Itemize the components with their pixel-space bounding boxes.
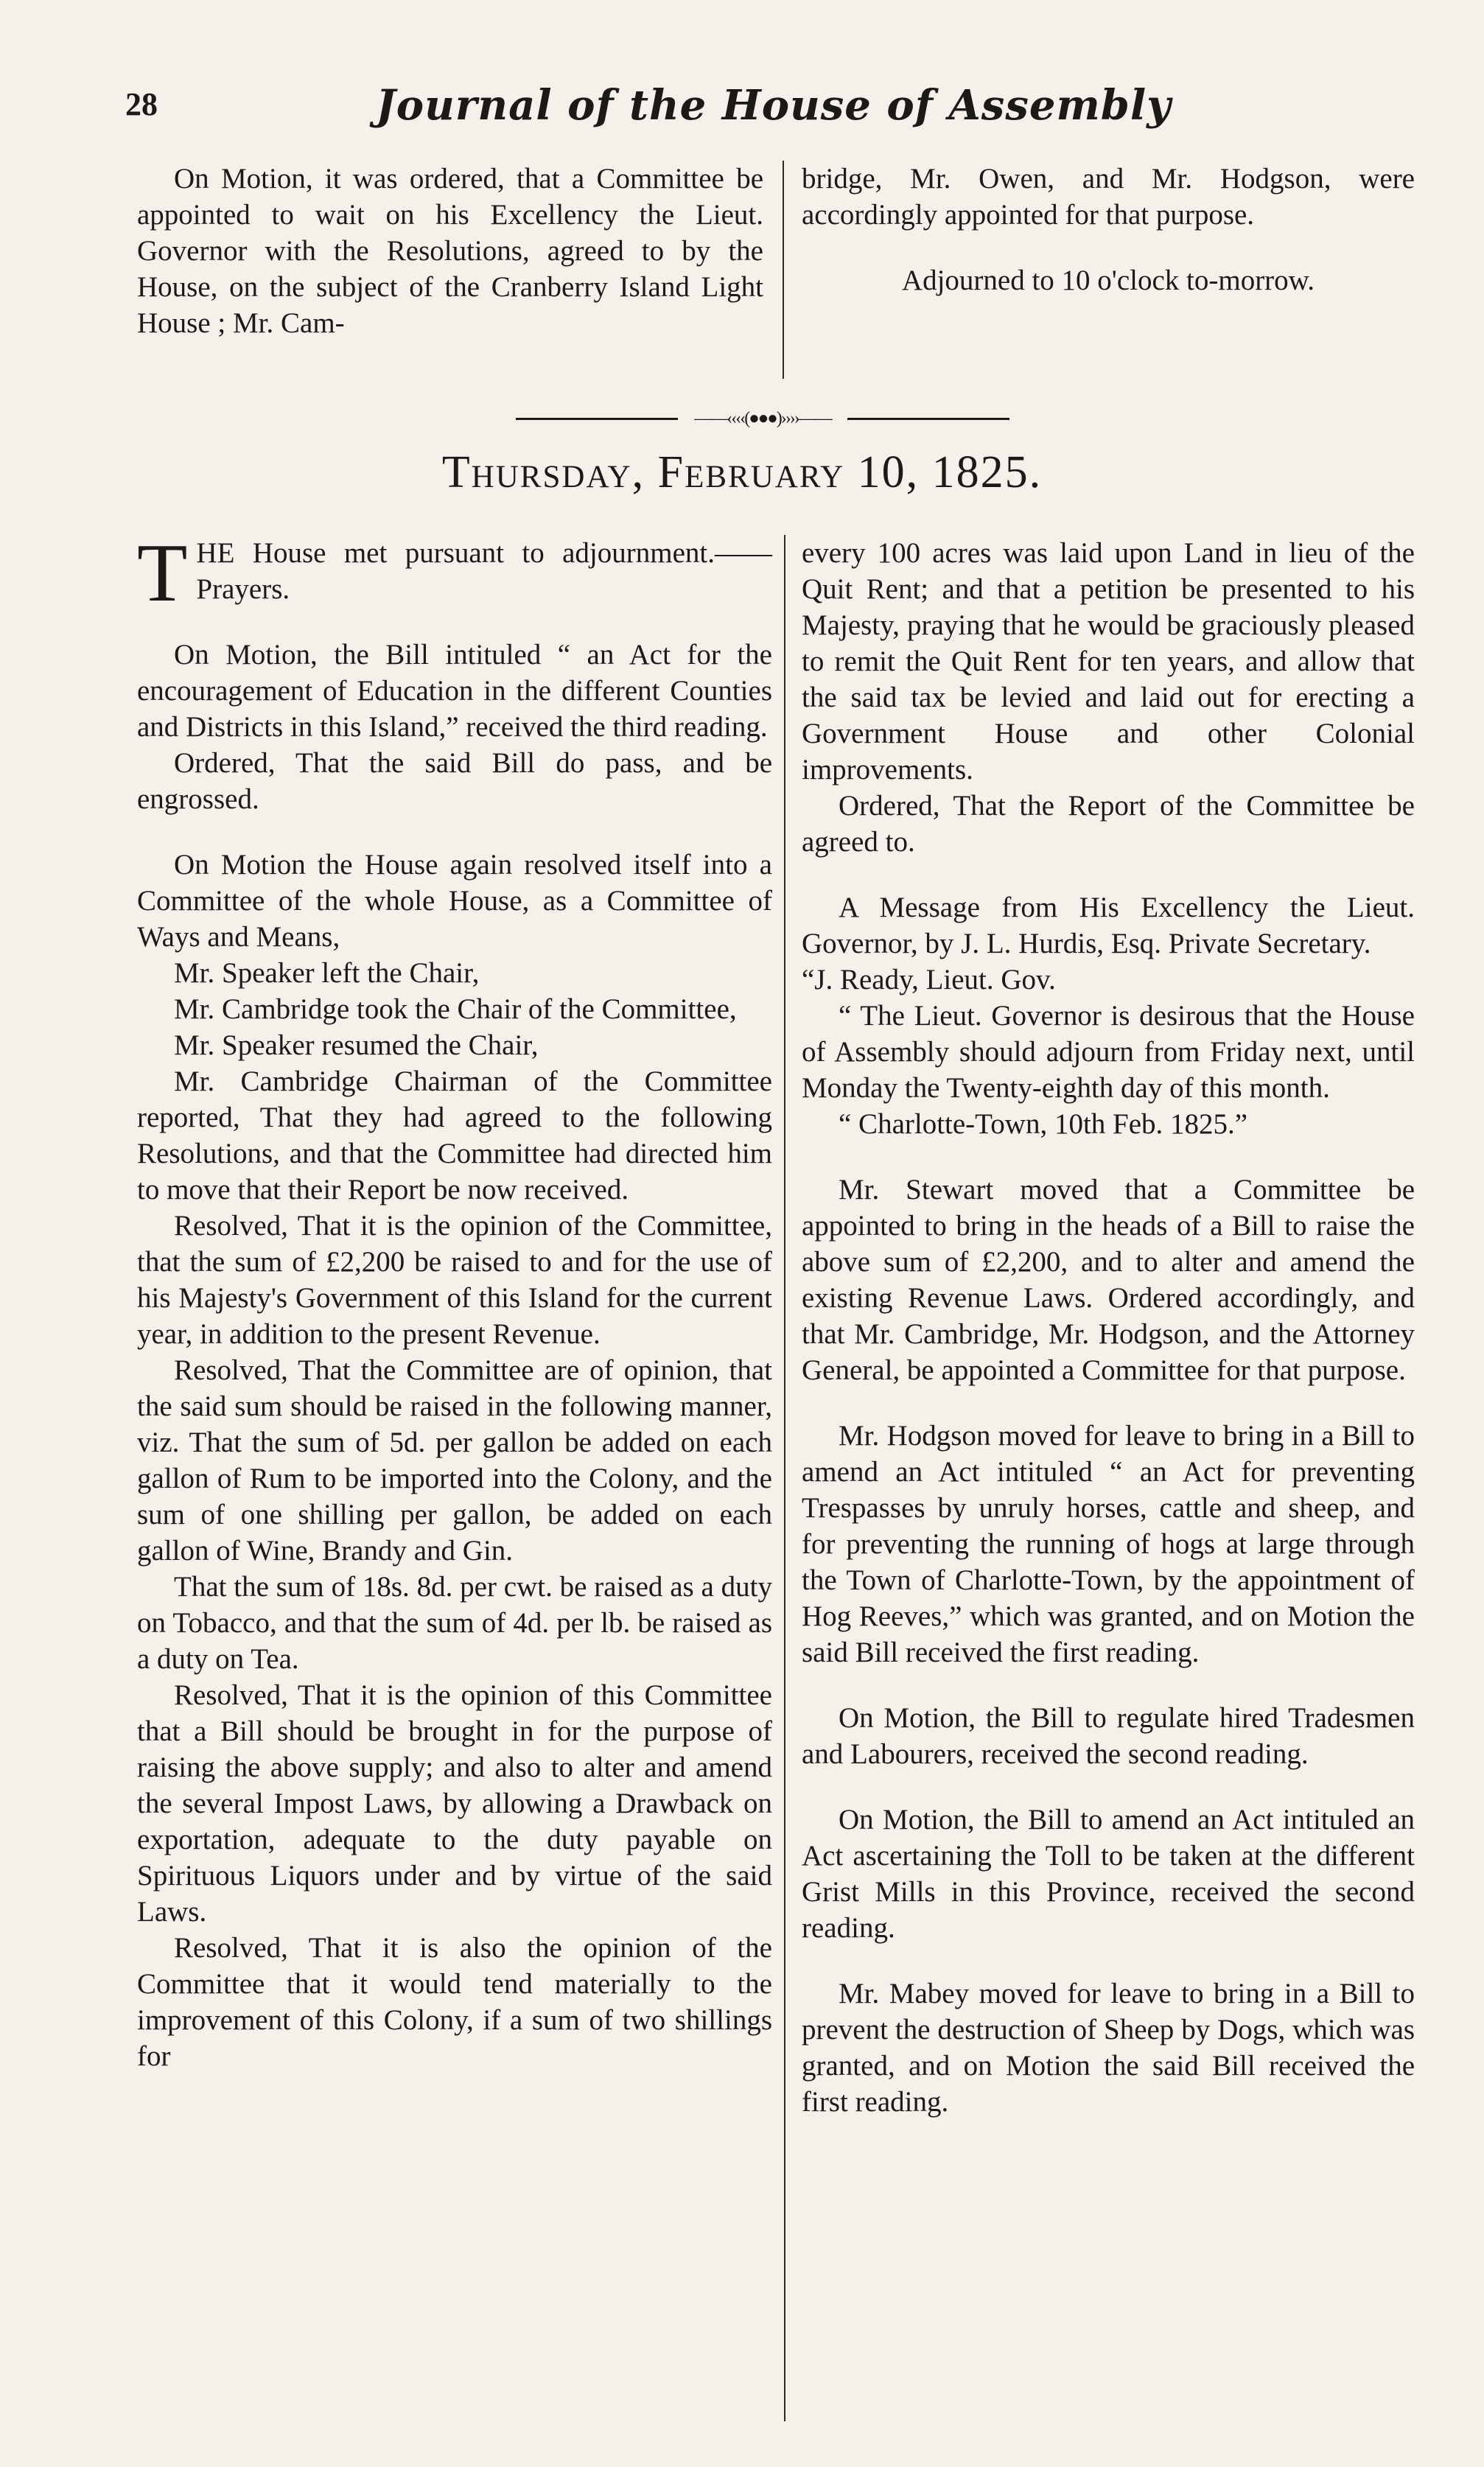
ornament-line-left (516, 418, 678, 420)
engrossed-paragraph: Ordered, That the said Bill do pass, and be engrossed. (137, 747, 772, 815)
page-header (125, 81, 1422, 155)
hodgson-motion-paragraph: Mr. Hodgson moved for leave to bring in a Bill to amend an Act intituled “ an Act for preventing Trespasses by unruly horses, cattle and sheep, and for preventing the running of hogs at large through the Town of Charlotte-Town, by the appointment of Hog Reeves,” which was granted, and on Motion the said Bill received the first reading. (802, 1420, 1415, 1668)
cambridge-chair-paragraph: Mr. Cambridge took the Chair of the Committee, (174, 993, 737, 1025)
ways-means-paragraph: On Motion the House again resolved itself into a Committee of the whole House, as a Committee of Ways and Means, (137, 849, 772, 953)
tobacco-tea-paragraph: That the sum of 18s. 8d. per cwt. be raised as a duty on Tobacco, and that the sum of 4d. per lb. be raised as a duty on Tea. (137, 1571, 772, 1675)
message-paragraph: A Message from His Excellency the Lieut. Governor, by J. L. Hurdis, Esq. Private Secretary. (802, 892, 1415, 959)
house-met-text: HE House met pursuant to adjournment.——Prayers. (196, 537, 772, 605)
resolved-bill-paragraph: Resolved, That it is the opinion of this Committee that a Bill should be brought in for the purpose of raising the above supply; and also to alter and amend the several Impost Laws, by allowing a Drawback on exportation, adequate to the duty payable on Spirituous Liquors under and by virtue of the said Laws. (137, 1679, 772, 1928)
committee-continuation: bridge, Mr. Owen, and Mr. Hodgson, were accordingly appointed for that purpose. (802, 163, 1415, 231)
adjourn-request-paragraph: “ The Lieut. Governor is desirous that the House of Assembly should adjourn from Friday next, until Monday the Twenty-eighth day of this month. (802, 1000, 1415, 1104)
page-number: 28 (125, 86, 158, 122)
drop-cap: T (137, 528, 188, 619)
grist-mills-paragraph: On Motion, the Bill to amend an Act intituled an Act ascertaining the Toll to be taken at the different Grist Mills in this Province, received the second reading. (802, 1804, 1415, 1944)
date-heading: Thursday, February 10, 1825. (441, 447, 1043, 497)
tradesmen-bill-paragraph: On Motion, the Bill to regulate hired Tradesmen and Labourers, received the second reading. (802, 1702, 1415, 1770)
mabey-motion-paragraph: Mr. Mabey moved for leave to bring in a Bill to prevent the destruction of Sheep by Dogs, which was granted, and on Motion the said Bill received the first reading. (802, 1978, 1415, 2118)
chairman-report-paragraph: Mr. Cambridge Chairman of the Committee reported, That they had agreed to the following Resolutions, and that the Committee had directed him to move that their Report be now received. (137, 1065, 772, 1205)
quit-rent-paragraph: every 100 acres was laid upon Land in lieu of the Quit Rent; and that a petition be presented to his Majesty, praying that he would be graciously pleased to remit the Quit Rent for ten years, and allow that the said tax be levied and laid out for erecting a Government House and other Colonial improvements. (802, 537, 1415, 785)
speaker-left-paragraph: Mr. Speaker left the Chair, (174, 957, 480, 989)
adjourned-note: Adjourned to 10 o'clock to-morrow. (901, 265, 1315, 296)
resolved-manner-paragraph: Resolved, That the Committee are of opinion, that the said sum should be raised in the following manner, viz. That the sum of 5d. per gallon be added on each gallon of Rum to be imported into the Colony, and the sum of one shilling per gallon, be added on each gallon of Wine, Brandy and Gin. (137, 1354, 772, 1567)
ornament-line-right (847, 418, 1009, 420)
top-left-column (137, 161, 763, 341)
top-column-rule (783, 161, 784, 379)
report-agreed-paragraph: Ordered, That the Report of the Committee be agreed to. (802, 790, 1415, 858)
house-met-paragraph (137, 528, 772, 619)
right-column (802, 535, 1415, 2120)
resolved-improvement-paragraph: Resolved, That it is also the opinion of the Committee that it would tend materially to the improvement of this Colony, if a sum of two shillings for (137, 1932, 772, 2072)
speaker-resumed-paragraph: Mr. Speaker resumed the Chair, (174, 1029, 539, 1061)
resolved-sum-paragraph: Resolved, That it is the opinion of the Committee, that the sum of £2,200 be raised to and for the use of his Majesty's Government of this Island for the current year, in addition to the present Revenue. (137, 1210, 772, 1350)
left-column (137, 528, 772, 2074)
education-bill-paragraph: On Motion, the Bill intituled “ an Act for the encouragement of Education in the different Counties and Districts in this Island,” received the third reading. (137, 639, 772, 743)
motion-light-house: On Motion, it was ordered, that a Committee be appointed to wait on his Excellency the Lieut. Governor with the Resolutions, agreed to by the House, on the subject of the Cranberry Island Light House ; Mr. Cam- (137, 163, 763, 339)
section-ornament (516, 410, 1009, 427)
charlotte-town-date: “ Charlotte-Town, 10th Feb. 1825.” (839, 1108, 1248, 1140)
column-rule (784, 535, 785, 2421)
stewart-motion-paragraph: Mr. Stewart moved that a Committee be appointed to bring in the heads of a Bill to raise the above sum of £2,200, and to alter and amend the existing Revenue Laws. Ordered accordingly, and that Mr. Cambridge, Mr. Hodgson, and the Attorney General, be appointed a Committee for that purpose. (802, 1174, 1415, 1386)
ornament-center: ——‹‹‹‹(●●●)››››—— (694, 409, 831, 428)
governor-signature: “J. Ready, Lieut. Gov. (802, 964, 1056, 995)
running-head: Journal of the House of Assembly (376, 81, 1172, 130)
top-right-column (802, 161, 1415, 298)
